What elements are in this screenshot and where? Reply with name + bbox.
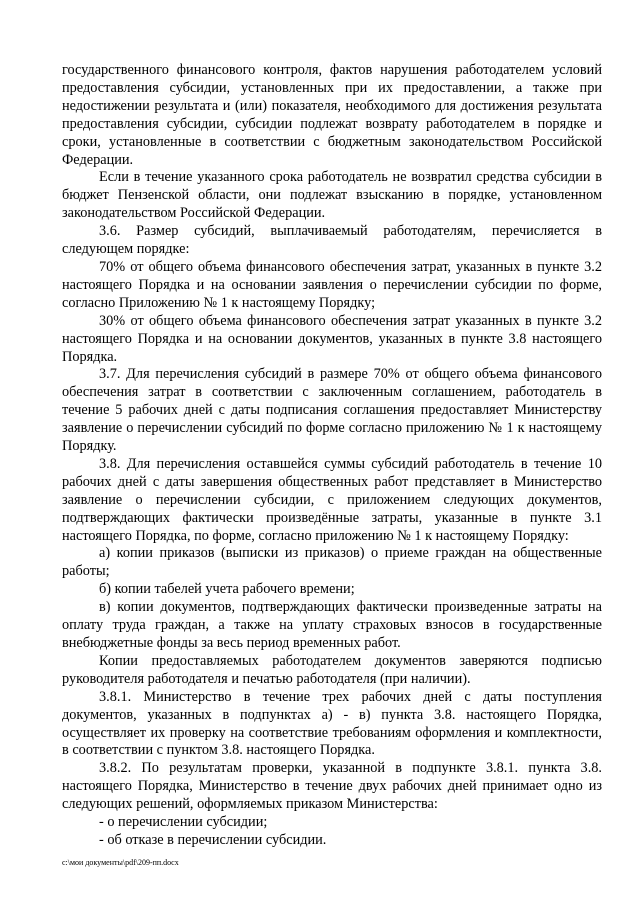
list-item-a: а) копии приказов (выписки из приказов) о приеме граждан на общественные работы; [62, 545, 602, 580]
paragraph-refund-conditions: государственного финансового контроля, фактов нарушения работодателем условий предоставления субсидии, установленных при их предоставлении, а также при недостижении результата и (или) показателя, необходимого для достижения результата предоставления субсидии, субсидии подлежат возврату работодателем в порядке и сроки, установленные в соответствии с бюджетным законодательством Российской Федерации. [62, 62, 602, 168]
paragraph-3-8-1: 3.8.1. Министерство в течение трех рабочих дней с даты поступления документов, указанных в подпунктах а) - в) пункта 3.8. настоящего Порядка, осуществляет их проверку на соответствие требованиям оформления и комплектности, в соответствии с пунктом 3.8. настоящего Порядка. [62, 688, 602, 759]
paragraph-3-6: 3.6. Размер субсидий, выплачиваемый работодателям, перечисляется в следующем порядке: [62, 223, 602, 258]
paragraph-70-percent: 70% от общего объема финансового обеспечения затрат, указанных в пункте 3.2 настоящего Порядка и на основании заявления о перечислении субсидии по форме, согласно Приложению № 1 к настоящему Порядку; [62, 258, 602, 311]
document-page [62, 62, 602, 850]
paragraph-recovery: Если в течение указанного срока работодатель не возвратил средства субсидии в бюджет Пензенской области, они подлежат взысканию в порядке, установленном законодательством Российской Федерации. [62, 169, 602, 222]
decision-item-refusal: - об отказе в перечислении субсидии. [99, 831, 327, 848]
list-item-b: б) копии табелей учета рабочего времени; [99, 581, 355, 598]
paragraph-copies-certification: Копии предоставляемых работодателем документов заверяются подписью руководителя работодателя и печатью работодателя (при наличии). [62, 652, 602, 687]
paragraph-30-percent: 30% от общего объема финансового обеспечения затрат указанных в пункте 3.2 настоящего Порядка и на основании документов, указанных в пункте 3.8 настоящего Порядка. [62, 312, 602, 365]
decision-item-transfer: - о перечислении субсидии; [99, 814, 268, 831]
list-item-v: в) копии документов, подтверждающих фактически произведенные затраты на оплату труда граждан, а также на уплату страховых взносов в государственные внебюджетные фонды за весь период временных работ. [62, 599, 602, 651]
file-path-footer: c:\мои документы\pdf\209-пп.docx [62, 858, 179, 867]
paragraph-3-8: 3.8. Для перечисления оставшейся суммы субсидий работодатель в течение 10 рабочих дней с даты завершения общественных работ представляет в Министерство заявление о перечислении субсидии, с приложением следующих документов, подтверждающих фактически произведённые затраты, указанные в пункте 3.1 настоящего Порядка, по форме, согласно приложению № 1 к настоящему Порядку: [62, 455, 602, 544]
paragraph-3-7: 3.7. Для перечисления субсидий в размере 70% от общего объема финансового обеспечения затрат в соответствии с заключенным соглашением, работодатель в течение 5 рабочих дней с даты подписания соглашения предоставляет Министерству заявление о перечислении субсидий по форме согласно приложению № 1 к настоящему Порядку. [62, 366, 602, 455]
paragraph-3-8-2: 3.8.2. По результатам проверки, указанной в подпункте 3.8.1. пункта 3.8. настоящего Порядка, Министерство в течение двух рабочих дней принимает одно из следующих решений, оформляемых приказом Министерства: [62, 760, 602, 813]
